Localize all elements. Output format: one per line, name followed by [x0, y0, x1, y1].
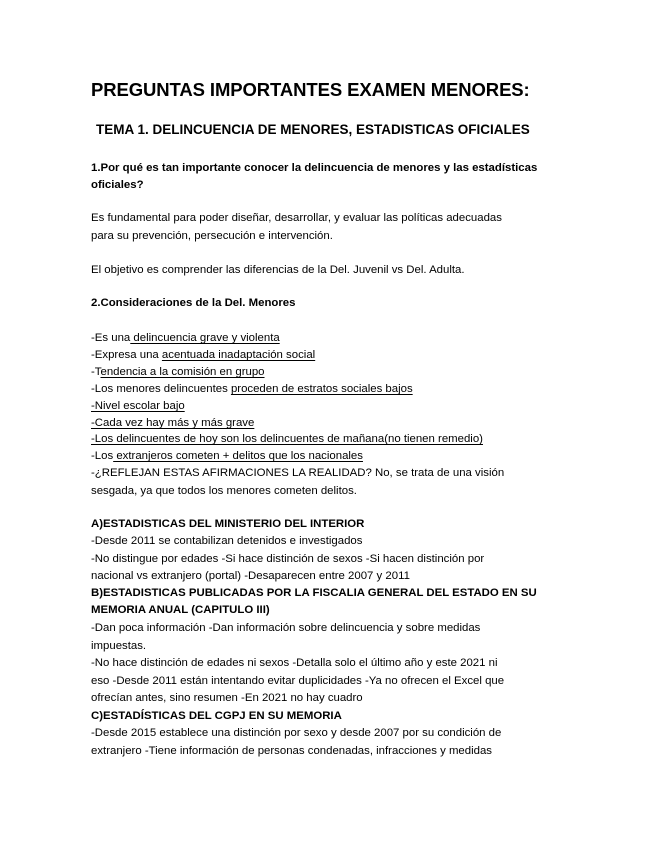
section-a-heading: A)ESTADISTICAS DEL MINISTERIO DEL INTERIOR [91, 518, 365, 530]
consideration-4-prefix: -Los menores delincuentes [91, 383, 231, 395]
consideration-1 [91, 332, 280, 344]
section-a-line-1: -Desde 2011 se contabilizan detenidos e investigados [91, 535, 363, 547]
consideration-6 [91, 417, 254, 429]
consideration-9-line-2: sesgada, ya que todos los menores cometen delitos. [91, 485, 357, 497]
consideration-1-prefix: -Es una [91, 332, 131, 344]
question-1-line-1: 1.Por qué es tan importante conocer la delincuencia de menores y las estadísticas [91, 162, 538, 174]
section-heading-tema: TEMA 1. DELINCUENCIA DE MENORES, ESTADISTICAS OFICIALES [96, 122, 530, 137]
consideration-3 [91, 366, 265, 378]
section-b-line-1: -Dan poca información -Dan información sobre delincuencia y sobre medidas [91, 622, 481, 634]
section-b-line-2: impuestas. [91, 640, 147, 652]
consideration-2-prefix: -Expresa una [91, 349, 162, 361]
consideration-9-line-1: -¿REFLEJAN ESTAS AFIRMACIONES LA REALIDAD? No, se trata de una visión [91, 467, 505, 479]
section-b-line-3: -No hace distinción de edades ni sexos -Detalla solo el último año y este 2021 ni [91, 657, 498, 669]
consideration-2-underlined: acentuada inadaptación social [161, 349, 316, 361]
section-b-line-5: ofrecían antes, sino resumen -En 2021 no hay cuadro [91, 692, 363, 704]
consideration-5 [91, 400, 185, 412]
consideration-7 [91, 433, 483, 445]
consideration-6-underlined: -Cada vez hay más y más grave [91, 417, 255, 429]
page-title: PREGUNTAS IMPORTANTES EXAMEN MENORES: [91, 79, 530, 100]
section-b-heading-line-1: B)ESTADISTICAS PUBLICADAS POR LA FISCALIA GENERAL DEL ESTADO EN SU [91, 587, 537, 599]
consideration-5-underlined: -Nivel escolar bajo [91, 400, 185, 412]
answer-1-line-2: para su prevención, persecución e intervención. [91, 230, 333, 242]
consideration-3-underlined: endencia a la comisión en grupo [100, 366, 265, 378]
section-c-line-2: extranjero -Tiene información de personas condenadas, infracciones y medidas [91, 745, 493, 757]
section-c-heading: C)ESTADÍSTICAS DEL CGPJ EN SU MEMORIA [91, 710, 342, 722]
answer-1-line-1: Es fundamental para poder diseñar, desarrollar, y evaluar las políticas adecuadas [91, 212, 502, 224]
consideration-4-underlined: proceden de estratos sociales bajos [230, 383, 413, 395]
objective-paragraph: El objetivo es comprender las diferencias de la Del. Juvenil vs Del. Adulta. [91, 264, 465, 276]
consideration-3-prefix: -T [91, 366, 101, 378]
consideration-2 [91, 349, 315, 361]
section-a-line-3: nacional vs extranjero (portal) -Desaparecen entre 2007 y 2011 [91, 570, 410, 582]
question-1-line-2: oficiales? [91, 179, 144, 191]
consideration-4 [91, 383, 413, 395]
question-2: 2.Consideraciones de la Del. Menores [91, 297, 296, 309]
section-b-line-4: eso -Desde 2011 están intentando evitar duplicidades -Ya no ofrecen el Excel que [91, 675, 505, 687]
consideration-8-prefix: -Los [91, 450, 114, 462]
section-c-line-1: -Desde 2015 establece una distinción por sexo y desde 2007 por su condición de [91, 727, 502, 739]
section-b-heading-line-2: MEMORIA ANUAL (CAPITULO III) [91, 604, 270, 616]
consideration-7-underlined: -Los delincuentes de hoy son los delincuentes de mañana(no tienen remedio) [91, 433, 483, 445]
section-a-line-2: -No distingue por edades -Si hace distinción de sexos -Si hacen distinción por [91, 553, 485, 565]
consideration-8-underlined: extranjeros cometen + delitos que los nacionales [113, 450, 363, 462]
consideration-8 [91, 450, 363, 462]
consideration-1-underlined: delincuencia grave y violenta [130, 332, 280, 344]
